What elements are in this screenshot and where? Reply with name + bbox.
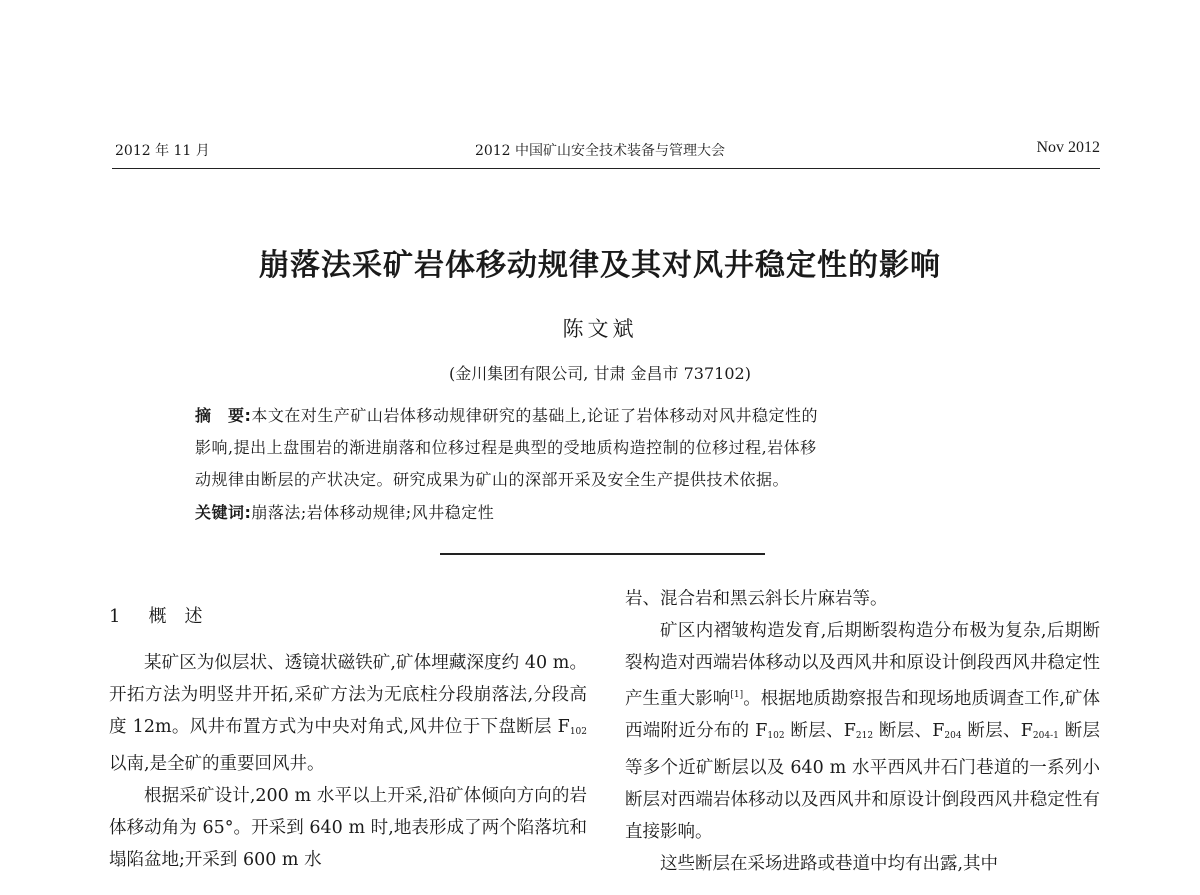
citation-ref[interactable]: [1] [730, 690, 744, 700]
section-number: 1 [109, 606, 121, 627]
abstract-line-1 [195, 403, 818, 426]
keywords-line [195, 500, 494, 523]
author-affiliation: (金川集团有限公司, 甘肃 金昌市 737102) [449, 364, 751, 383]
header-rule [112, 168, 1100, 169]
left-paragraph-2: 根据采矿设计,200 m 水平以上开采,沿矿体倾向方向的岩体移动角为 65°。开采到 640 m 时,地表形成了两个陷落坑和塌陷盆地;开采到 600 m 水 [109, 786, 587, 870]
right-paragraph-1: 矿区内褶皱构造发育,后期断裂构造分布极为复杂,后期断裂构造对西端岩体移动以及西风井和原设计倒段西风井稳定性产生重大影响[1]。根据地质勘察报告和现场地质调查工作,矿体西端附近分布的 $F_{102}$ 断层、$F_{212}$ 断层、$F_{204}$ 断层、$F_{204-1}$ 断层等多个近矿断层以及 640 m 水平西风井石门巷道的一系列小断层对西端岩体移动以及西风井和原设计倒段西风井稳定性有直接影响。 [625, 621, 1100, 842]
running-head-date: 2012 年 11 月 [115, 143, 210, 159]
author-name: 陈文斌 [562, 317, 638, 341]
section-heading [109, 602, 230, 628]
left-column [109, 647, 587, 876]
abstract-divider [440, 553, 765, 555]
running-head-date-en: Nov 2012 [1036, 139, 1100, 156]
keywords-text: 崩落法;岩体移动规律;风井稳定性 [251, 503, 495, 522]
section-title: 概 述 [148, 606, 203, 627]
abstract-line-3: 动规律由断层的产状决定。研究成果为矿山的深部开采及安全生产提供技术依据。 [195, 470, 790, 489]
left-paragraph-1: 某矿区为似层状、透镜状磁铁矿,矿体埋藏深度约 40 m。开拓方法为明竖井开拓,采矿方法为无底柱分段崩落法,分段高度 12m。风井布置方式为中央对角式,风井位于下盘断层 $F_{102}$ 以南,是全矿的重要回风井。 [109, 653, 587, 774]
running-head-conference: 2012 中国矿山安全技术装备与管理大会 [474, 143, 726, 159]
abstract-label: 摘 要: [195, 406, 252, 425]
abstract-line-2: 影响,提出上盘围岩的渐进崩落和位移过程是典型的受地质构造控制的位移过程,岩体移 [195, 438, 817, 457]
right-column [625, 583, 1100, 880]
keywords-label: 关键词: [195, 503, 252, 522]
abstract-text-1: 本文在对生产矿山岩体移动规律研究的基础上,论证了岩体移动对风井稳定性的 [251, 406, 818, 425]
paper-title: 崩落法采矿岩体移动规律及其对风井稳定性的影响 [259, 248, 941, 283]
right-paragraph-0: 岩、混合岩和黑云斜长片麻岩等。 [625, 589, 888, 609]
right-paragraph-2: 这些断层在采场进路或巷道中均有出露,其中 [660, 854, 999, 874]
